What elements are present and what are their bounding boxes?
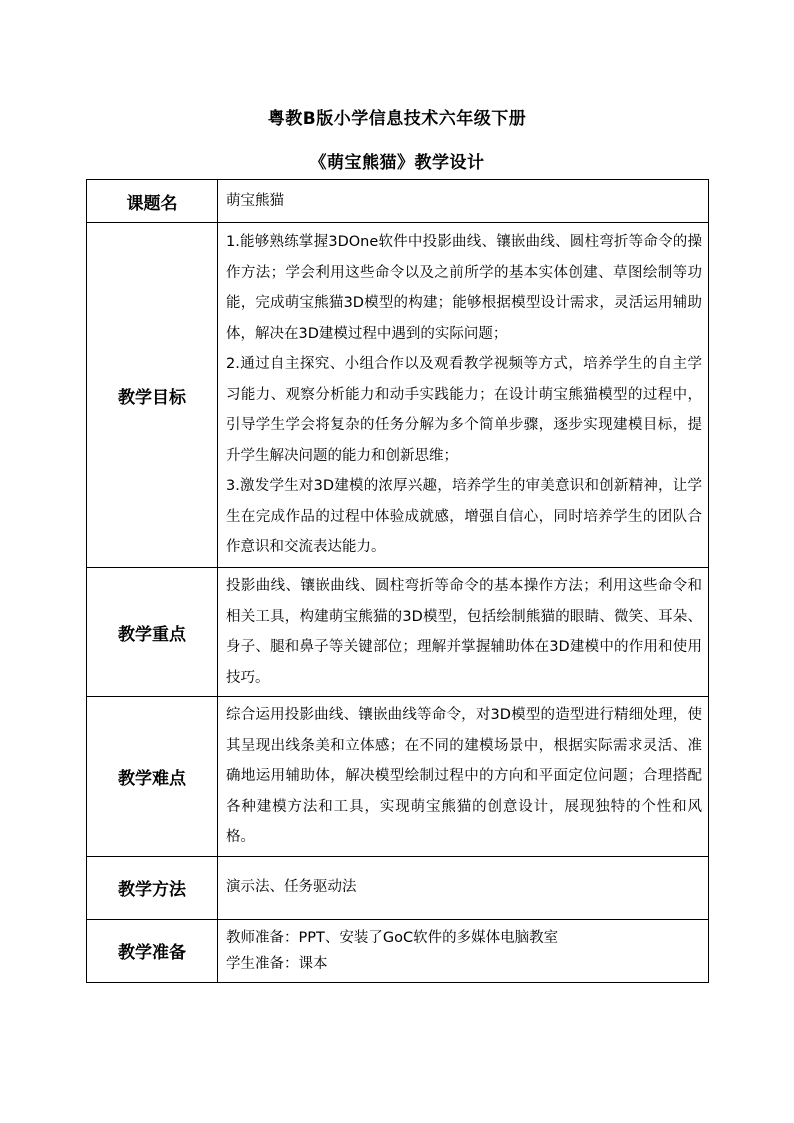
table-row-topic bbox=[87, 180, 709, 223]
row-label-methods: 教学方法 bbox=[87, 856, 218, 919]
row-content-preparation bbox=[218, 919, 709, 982]
row-label-difficulties: 教学难点 bbox=[87, 697, 218, 857]
objective-paragraph-2: 2.通过自主探究、小组合作以及观看教学视频等方式，培养学生的自主学习能力、观察分析能力和动手实践能力；在设计萌宝熊猫模型的过程中，引导学生学会将复杂的任务分解为多个简单步骤，逐步实现建模目标，提升学生解决问题的能力和创新思维； bbox=[226, 356, 702, 464]
teacher-preparation-text: 教师准备：PPT、安装了GoC软件的多媒体电脑教室 bbox=[226, 929, 559, 946]
methods-text: 演示法、任务驱动法 bbox=[226, 879, 357, 896]
row-label-objectives: 教学目标 bbox=[87, 223, 218, 568]
difficulties-text: 综合运用投影曲线、镶嵌曲线等命令，对3D模型的造型进行精细处理，使其呈现出线条美和立体感；在不同的建模场景中，根据实际需求灵活、准确地运用辅助体，解决模型绘制过程中的方向和平面定位问题；合理搭配各种建模方法和工具，实现萌宝熊猫的创意设计，展现独特的个性和风格。 bbox=[226, 707, 702, 845]
table-row-key-points bbox=[87, 568, 709, 697]
row-content-difficulties bbox=[218, 697, 709, 857]
row-label-preparation: 教学准备 bbox=[87, 919, 218, 982]
row-content-methods bbox=[218, 856, 709, 919]
objective-paragraph-3: 3.激发学生对3D建模的浓厚兴趣，培养学生的审美意识和创新精神，让学生在完成作品的过程中体验成就感，增强自信心，同时培养学生的团队合作意识和交流表达能力。 bbox=[226, 478, 702, 556]
table-row-difficulties bbox=[87, 697, 709, 857]
student-preparation-text: 学生准备：课本 bbox=[226, 955, 328, 972]
row-label-key-points: 教学重点 bbox=[87, 568, 218, 697]
objective-paragraph-1: 1.能够熟练掌握3DOne软件中投影曲线、镶嵌曲线、圆柱弯折等命令的操作方法；学会利用这些命令以及之前所学的基本实体创建、草图绘制等功能，完成萌宝熊猫3D模型的构建；能够根据模型设计需求，灵活运用辅助体，解决在3D建模过程中遇到的实际问题； bbox=[226, 234, 702, 342]
document-subtitle: 《萌宝熊猫》教学设计 bbox=[309, 153, 485, 173]
row-content-key-points bbox=[218, 568, 709, 697]
row-label-topic: 课题名 bbox=[87, 180, 218, 223]
row-content-objectives bbox=[218, 223, 709, 568]
table-row-methods bbox=[87, 856, 709, 919]
key-points-text: 投影曲线、镶嵌曲线、圆柱弯折等命令的基本操作方法；利用这些命令和相关工具，构建萌宝熊猫的3D模型，包括绘制熊猫的眼睛、微笑、耳朵、身子、腿和鼻子等关键部位；理解并掌握辅助体在3D建模中的作用和使用技巧。 bbox=[226, 578, 702, 686]
lesson-plan-table bbox=[86, 179, 709, 983]
document-title: 粤教B版小学信息技术六年级下册 bbox=[267, 109, 527, 129]
row-content-topic bbox=[218, 180, 709, 223]
table-row-objectives bbox=[87, 223, 709, 568]
topic-text: 萌宝熊猫 bbox=[226, 192, 284, 209]
table-row-preparation bbox=[87, 919, 709, 982]
